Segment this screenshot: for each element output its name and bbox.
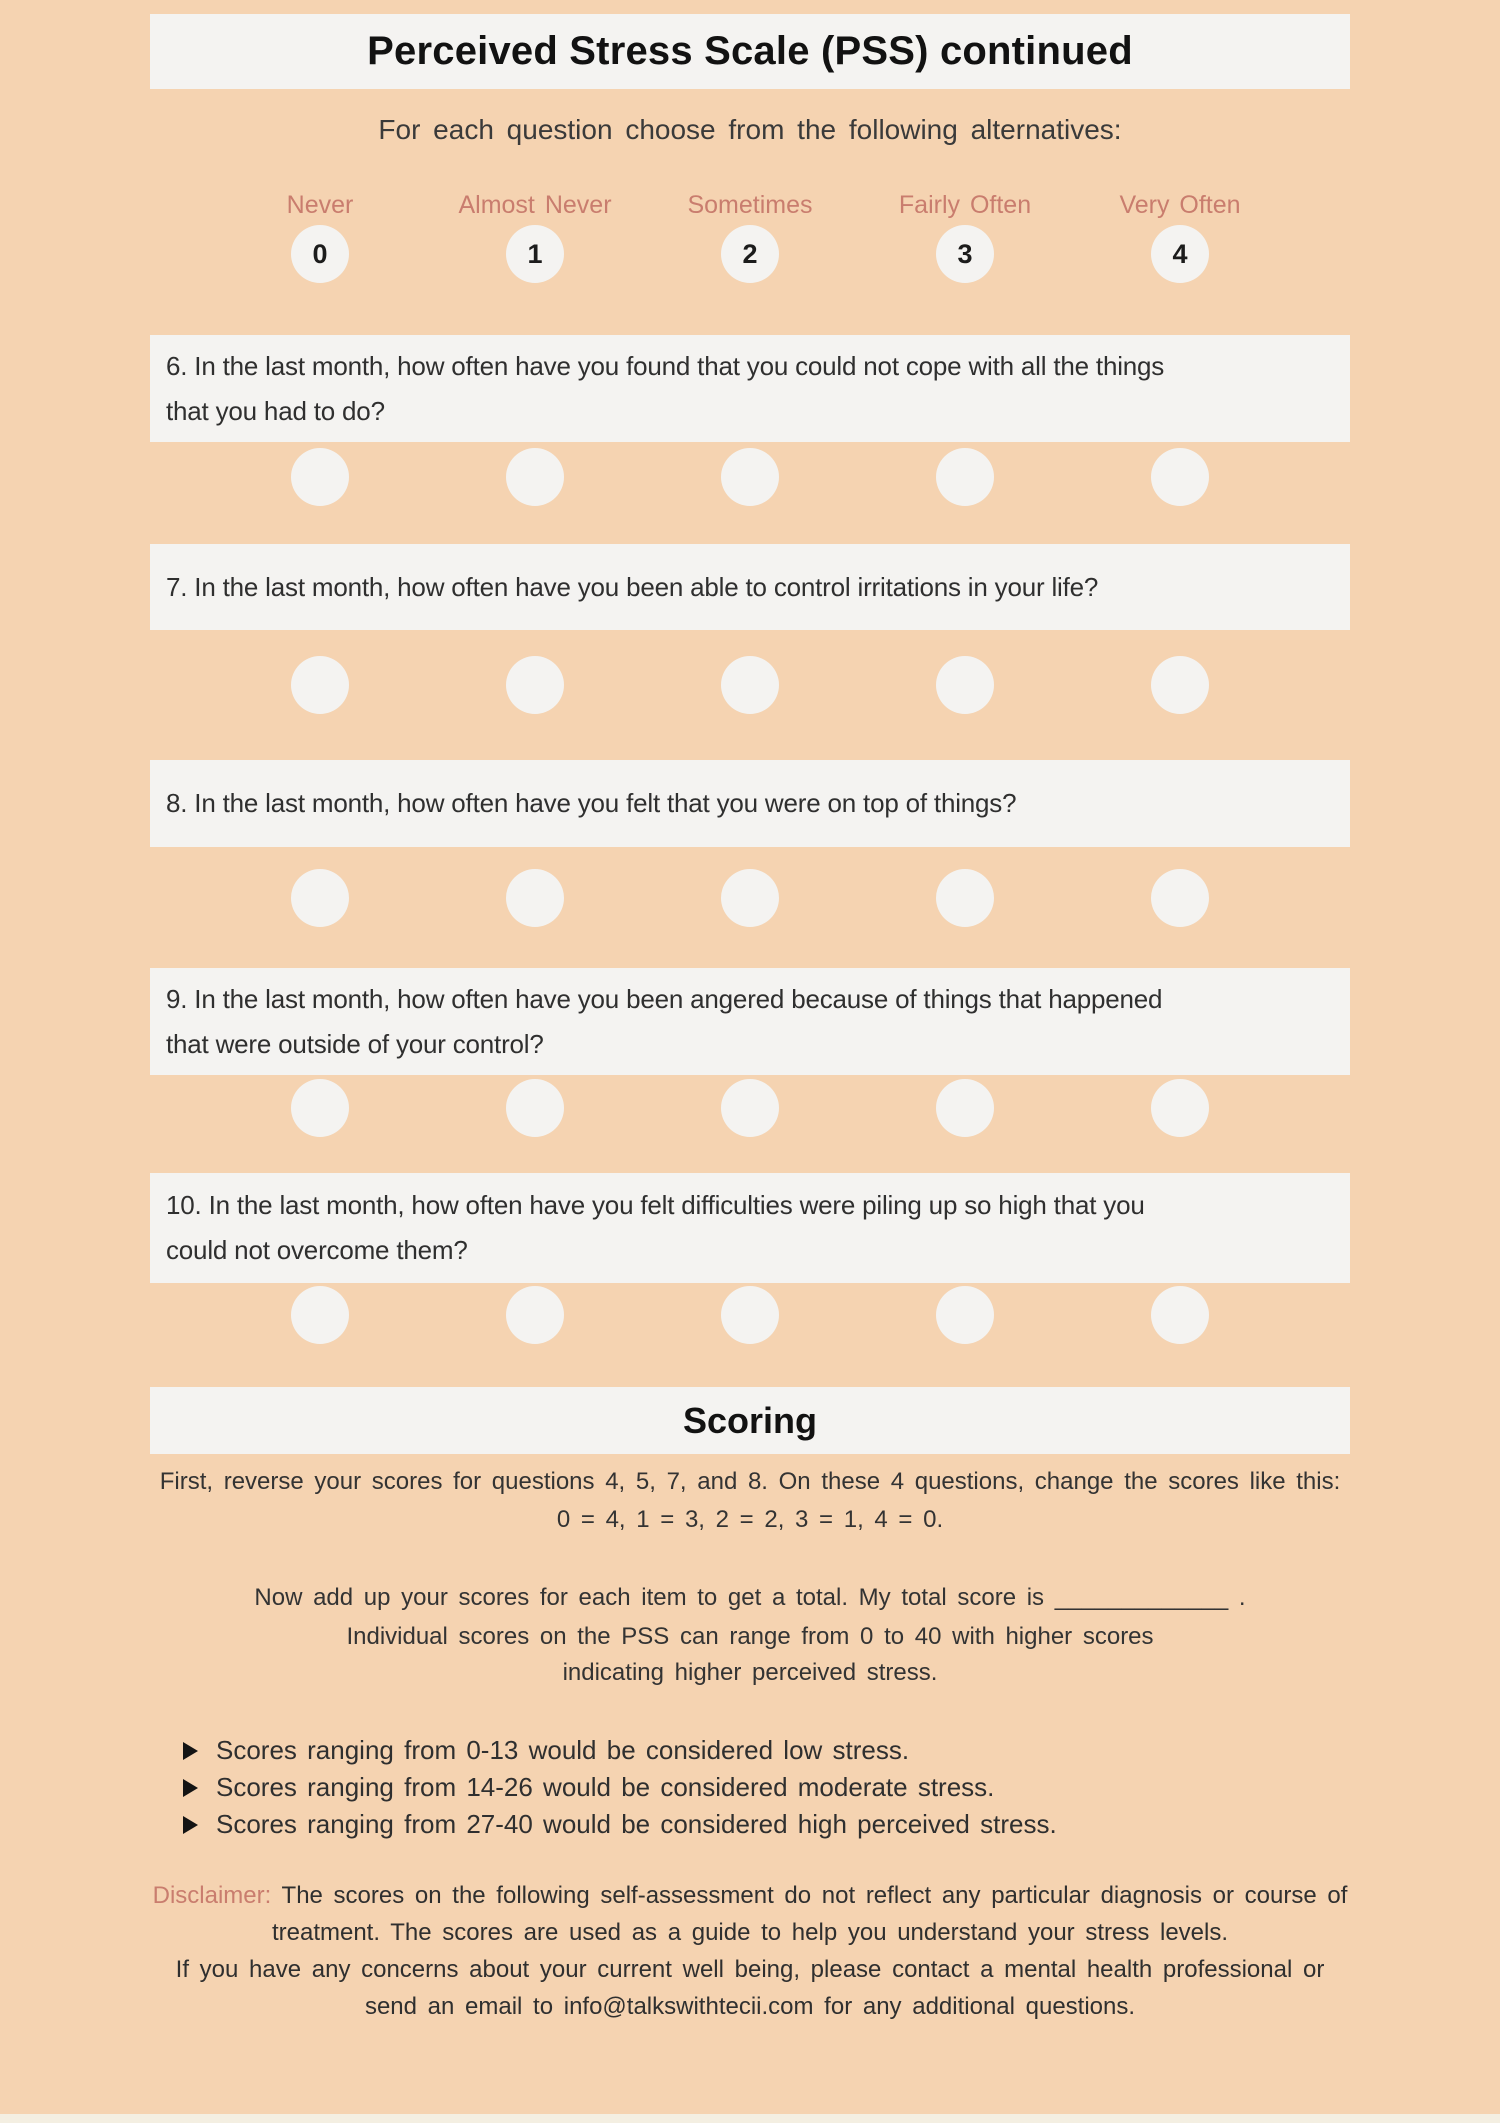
question-8-option-0[interactable] (291, 869, 349, 927)
question-9-option-4[interactable] (1151, 1079, 1209, 1137)
question-9-text-line2: that were outside of your control? (166, 1028, 544, 1059)
disclaimer-line3: If you have any concerns about your current well being, please contact a mental health professional or (175, 1956, 1325, 1983)
scale-label-never: Never (286, 191, 354, 219)
question-8-text-line1: 8. In the last month, how often have you felt that you were on top of things? (166, 788, 1017, 818)
scoring-total-line: Now add up your scores for each item to get a total. My total score is _____________ . (254, 1584, 1246, 1611)
disclaimer-block (0, 1877, 1500, 2025)
scoring-header-bar (150, 1387, 1350, 1454)
scale-circle-2 (721, 225, 779, 283)
question-10-option-2[interactable] (721, 1286, 779, 1344)
question-10-text-line1: 10. In the last month, how often have you felt difficulties were piling up so high that you (166, 1190, 1145, 1220)
question-10-text-line2: could not overcome them? (166, 1235, 468, 1265)
disclaimer-line1-text: The scores on the following self-assessment do not reflect any particular diagnosis or course of (271, 1882, 1348, 1909)
disclaimer-line4 (0, 1988, 1500, 2025)
scoring-reverse-line2: 0 = 4, 1 = 3, 2 = 2, 3 = 1, 4 = 0. (556, 1506, 944, 1533)
scoring-heading: Scoring (682, 1399, 817, 1441)
bullet-triangle-icon (183, 1816, 198, 1834)
scale-value-2: 2 (742, 238, 758, 269)
bullet-text-moderate: Scores ranging from 14-26 would be considered moderate stress. (216, 1772, 995, 1802)
bullet-item-high (183, 1806, 1057, 1843)
question-9-option-1[interactable] (506, 1079, 564, 1137)
email-link[interactable]: info@talkswithtecii.com (563, 1993, 814, 2020)
scoring-reverse-line1: First, reverse your scores for questions 4, 5, 7, and 8. On these 4 questions, change the scores like this: (159, 1468, 1341, 1495)
question-6-option-3[interactable] (936, 448, 994, 506)
disclaimer-line2: treatment. The scores are used as a guide to help you understand your stress levels. (271, 1919, 1229, 1946)
question-6-option-2[interactable] (721, 448, 779, 506)
page-title: Perceived Stress Scale (PSS) continued (367, 29, 1133, 73)
scale-label-sometimes: Sometimes (687, 191, 813, 219)
question-9-option-0[interactable] (291, 1079, 349, 1137)
disclaimer-line1 (0, 1877, 1500, 1914)
bullet-text-low: Scores ranging from 0-13 would be considered low stress. (216, 1735, 910, 1765)
question-8-option-3[interactable] (936, 869, 994, 927)
question-6-option-4[interactable] (1151, 448, 1209, 506)
scale-label-very-often: Very Often (1119, 191, 1241, 219)
question-10-option-1[interactable] (506, 1286, 564, 1344)
scale-circle-0 (291, 225, 349, 283)
question-6-text-line1: 6. In the last month, how often have you found that you could not cope with all the things (166, 350, 1165, 381)
scale-value-4: 4 (1172, 238, 1188, 269)
disclaimer-line4-post: for any additional questions. (813, 1993, 1136, 2020)
question-10-option-3[interactable] (936, 1286, 994, 1344)
score-range-list (183, 1732, 1057, 1843)
question-6-text-line2: that you had to do? (166, 395, 385, 426)
scale-value-3: 3 (957, 238, 973, 269)
bullet-item-moderate (183, 1769, 1057, 1806)
bullet-item-low (183, 1732, 1057, 1769)
question-7-option-1[interactable] (506, 656, 564, 714)
bullet-triangle-icon (183, 1742, 198, 1760)
question-9-option-3[interactable] (936, 1079, 994, 1137)
scale-value-0: 0 (312, 238, 328, 269)
question-10-option-4[interactable] (1151, 1286, 1209, 1344)
question-9-box (150, 968, 1350, 1075)
question-7-option-3[interactable] (936, 656, 994, 714)
bottom-edge-strip (0, 2114, 1500, 2123)
bullet-text-high: Scores ranging from 27-40 would be considered high perceived stress. (216, 1809, 1057, 1839)
question-8-box (150, 760, 1350, 847)
question-8-option-4[interactable] (1151, 869, 1209, 927)
question-8-option-2[interactable] (721, 869, 779, 927)
scale-circle-1 (506, 225, 564, 283)
bullet-triangle-icon (183, 1779, 198, 1797)
question-6-option-1[interactable] (506, 448, 564, 506)
question-8-option-1[interactable] (506, 869, 564, 927)
question-7-box (150, 544, 1350, 630)
question-10-box (150, 1173, 1350, 1283)
scale-label-fairly-often: Fairly Often (898, 191, 1032, 219)
scoring-range-line2: indicating higher perceived stress. (562, 1659, 938, 1686)
question-9-text-line1: 9. In the last month, how often have you been angered because of things that happened (166, 983, 1163, 1014)
question-6-box (150, 335, 1350, 442)
instruction-text: For each question choose from the following alternatives: (378, 114, 1122, 145)
scale-value-1: 1 (527, 238, 543, 269)
scale-label-almost-never: Almost Never (458, 191, 612, 219)
question-7-option-0[interactable] (291, 656, 349, 714)
scale-circle-4 (1151, 225, 1209, 283)
question-7-option-4[interactable] (1151, 656, 1209, 714)
question-7-option-2[interactable] (721, 656, 779, 714)
disclaimer-line4-pre: send an email to (364, 1993, 564, 2020)
question-10-option-0[interactable] (291, 1286, 349, 1344)
disclaimer-label: Disclaimer: (152, 1882, 272, 1909)
question-6-option-0[interactable] (291, 448, 349, 506)
question-7-text-line1: 7. In the last month, how often have you been able to control irritations in your life? (166, 571, 1099, 602)
scale-circle-3 (936, 225, 994, 283)
title-bar (150, 14, 1350, 89)
question-9-option-2[interactable] (721, 1079, 779, 1137)
scoring-range-line1: Individual scores on the PSS can range from 0 to 40 with higher scores (346, 1623, 1154, 1650)
